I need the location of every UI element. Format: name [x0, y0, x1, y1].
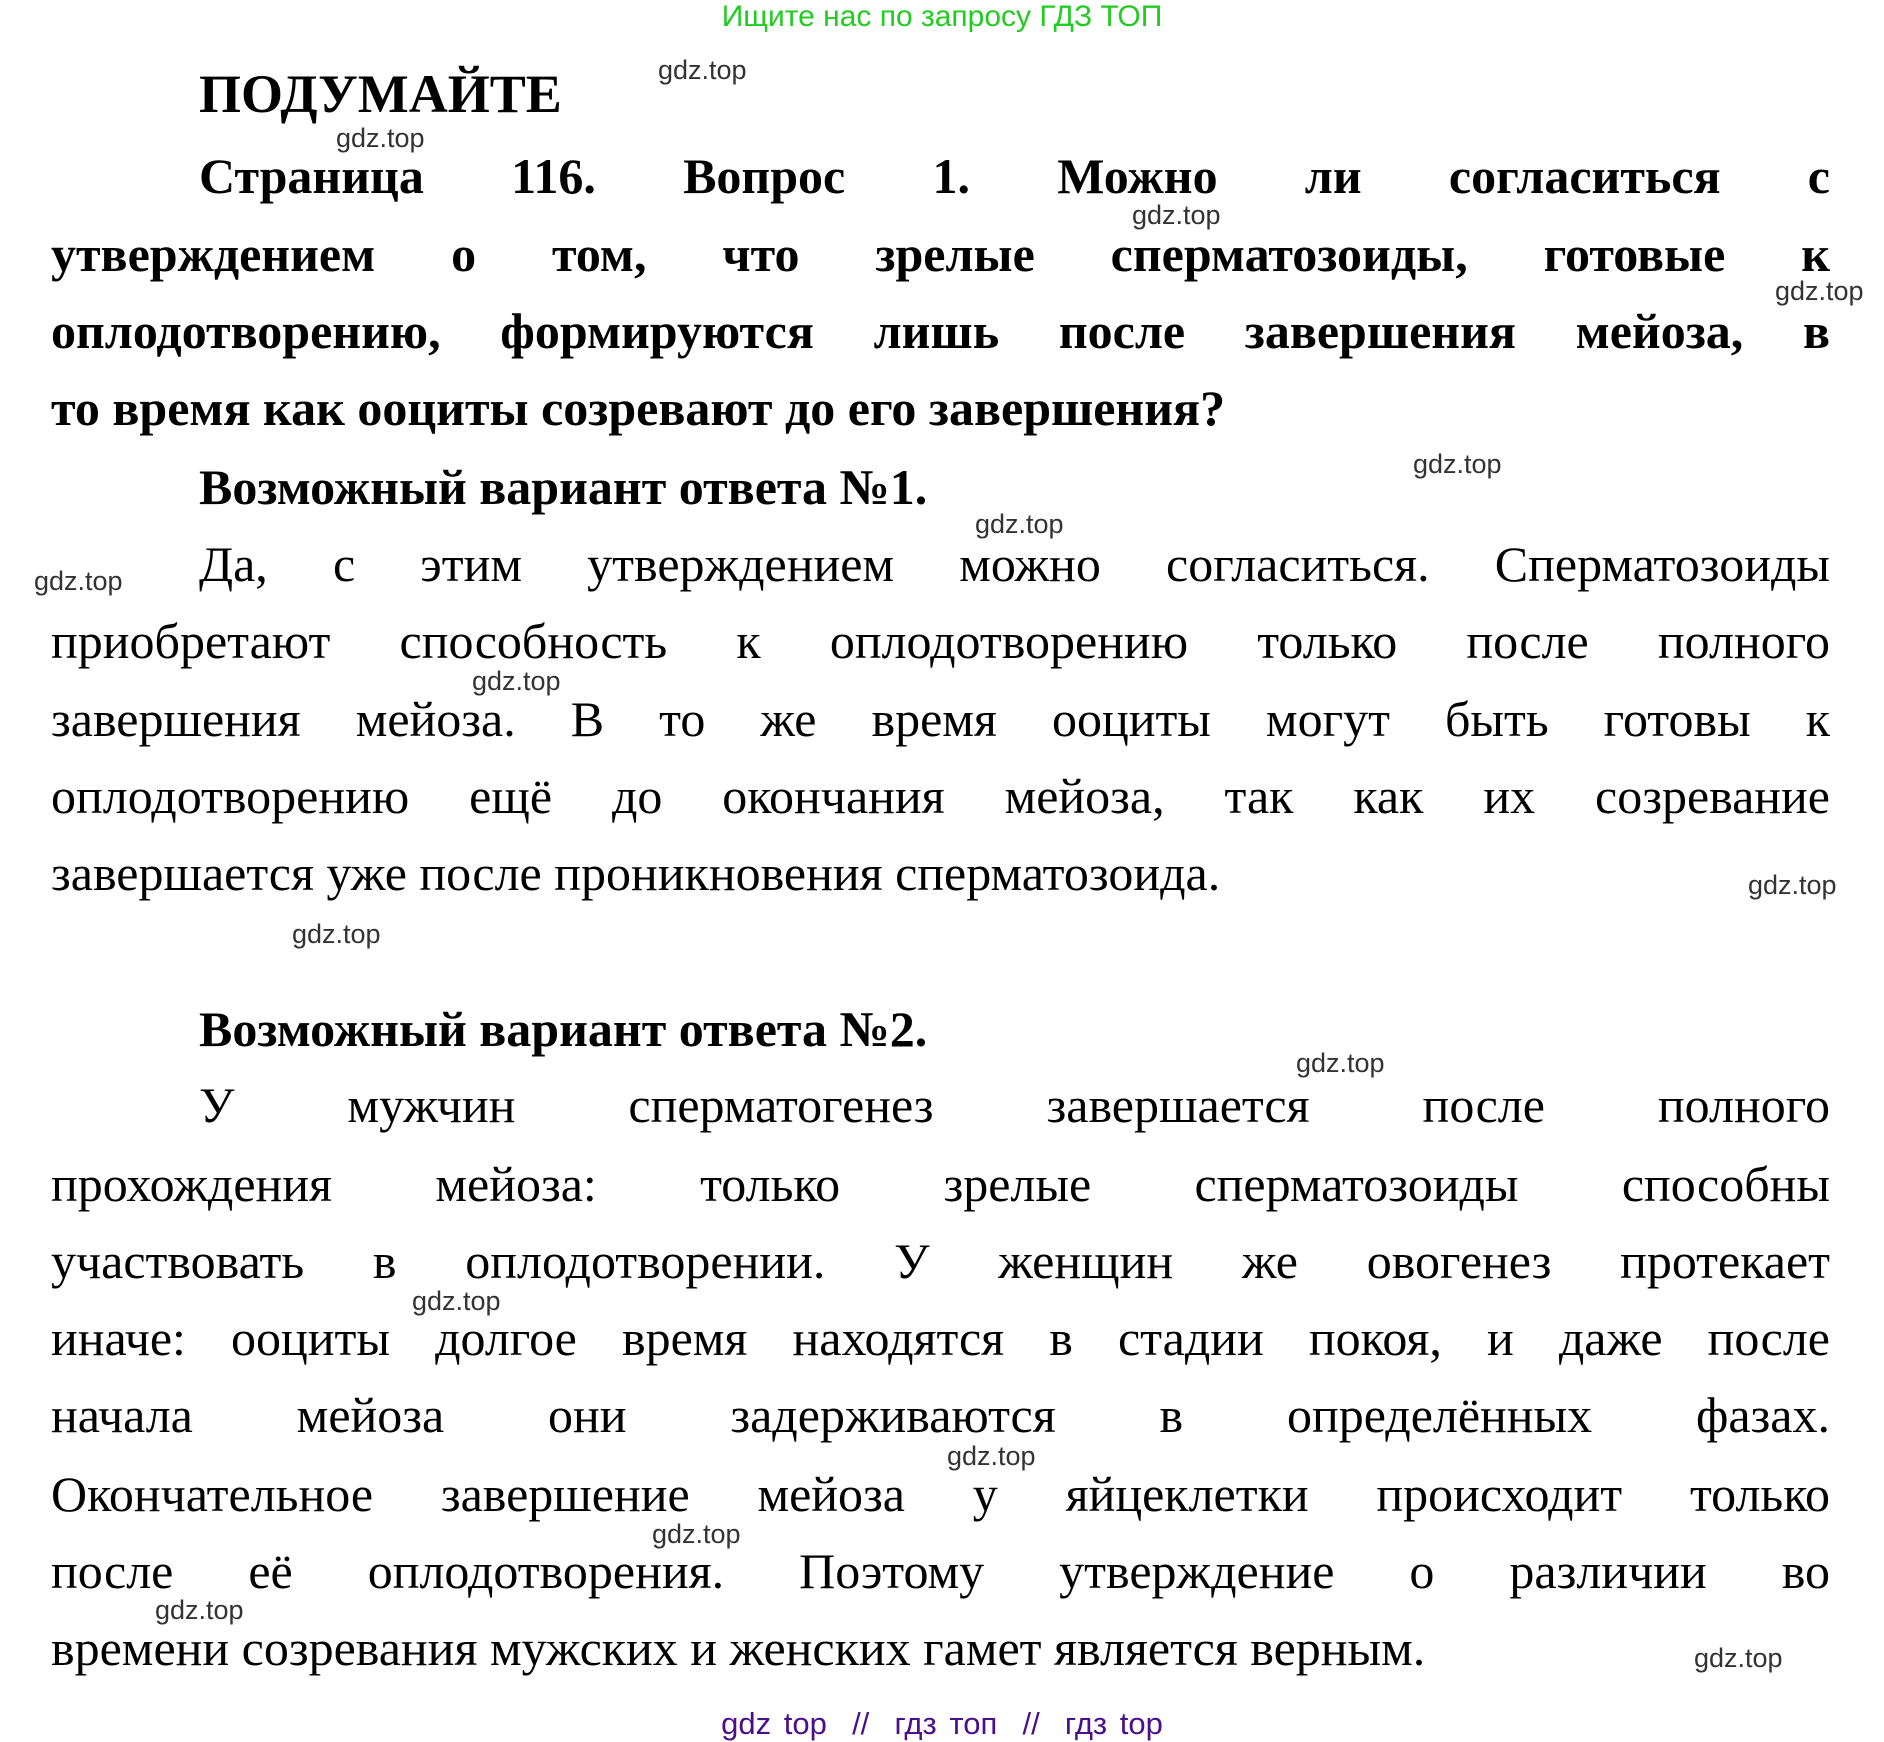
watermark: gdz.top — [336, 123, 425, 153]
watermark: gdz.top — [412, 1286, 501, 1316]
section-title: ПОДУМАЙТЕ — [199, 64, 562, 124]
answer2-line: начала мейоза они задерживаются в определённых фазах. — [51, 1387, 1830, 1443]
question-line: Страница 116. Вопрос 1. Можно ли согласиться с — [199, 148, 1830, 204]
answer2-line: Окончательное завершение мейоза у яйцеклетки происходит только — [51, 1466, 1830, 1522]
answer2-line: иначе: ооциты долгое время находятся в стадии покоя, и даже после — [51, 1310, 1830, 1366]
watermark: gdz.top — [1748, 870, 1837, 900]
watermark: gdz.top — [1413, 449, 1502, 479]
answer1-line: приобретают способность к оплодотворению только после полного — [51, 613, 1830, 669]
watermark: gdz.top — [947, 1441, 1036, 1471]
search-banner: Ищите нас по запросу ГДЗ ТОП — [721, 0, 1163, 33]
answer2-line: после её оплодотворения. Поэтому утверждение о различии во — [51, 1543, 1830, 1599]
question-line: оплодотворению, формируются лишь после завершения мейоза, в — [51, 303, 1830, 359]
answer1-line: завершается уже после проникновения сперматозоида. — [51, 845, 1221, 901]
watermark: gdz.top — [472, 666, 561, 696]
question-line: то время как ооциты созревают до его завершения? — [51, 380, 1226, 436]
answer1-heading: Возможный вариант ответа №1. — [199, 459, 928, 515]
answer2-line: времени созревания мужских и женских гамет является верным. — [51, 1620, 1426, 1676]
watermark: gdz.top — [1775, 276, 1864, 306]
answer2-line: У мужчин сперматогенез завершается после полного — [199, 1077, 1830, 1133]
answer2-line: прохождения мейоза: только зрелые сперматозоиды способны — [51, 1156, 1830, 1212]
watermark: gdz.top — [292, 919, 381, 949]
question-line: утверждением о том, что зрелые сперматозоиды, готовые к — [51, 226, 1830, 282]
watermark: gdz.top — [975, 509, 1064, 539]
watermark: gdz.top — [658, 55, 747, 85]
answer1-line: оплодотворению ещё до окончания мейоза, так как их созревание — [51, 768, 1830, 824]
answer1-line: Да, с этим утверждением можно согласиться. Сперматозоиды — [199, 536, 1830, 592]
watermark: gdz.top — [1694, 1643, 1783, 1673]
answer2-heading: Возможный вариант ответа №2. — [199, 1001, 928, 1057]
watermark: gdz.top — [1296, 1048, 1385, 1078]
answer1-line: завершения мейоза. В то же время ооциты могут быть готовы к — [51, 691, 1830, 747]
watermark: gdz.top — [34, 566, 123, 596]
watermark: gdz.top — [155, 1595, 244, 1625]
footer-links: gdz top // гдз топ // гдз top — [721, 1706, 1163, 1741]
watermark: gdz.top — [652, 1519, 741, 1549]
answer2-line: участвовать в оплодотворении. У женщин же овогенез протекает — [51, 1233, 1830, 1289]
watermark: gdz.top — [1132, 200, 1221, 230]
